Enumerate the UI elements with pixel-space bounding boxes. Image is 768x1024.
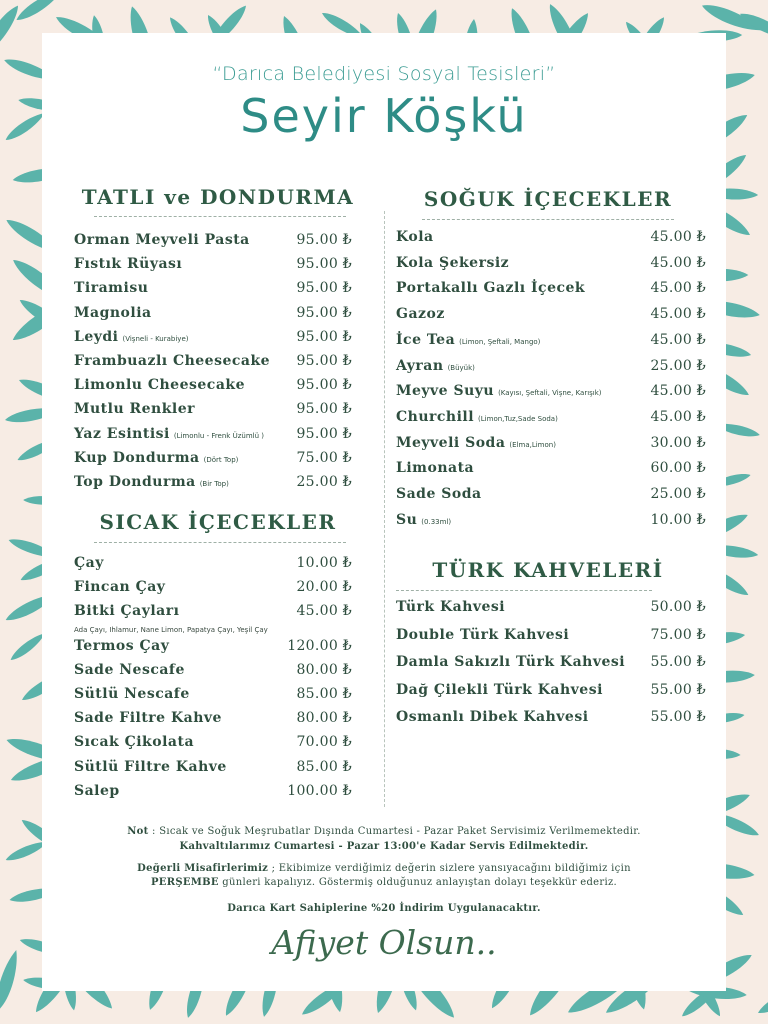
menu-item-price: 50.00 ₺	[650, 599, 706, 615]
leaf-icon	[755, 980, 768, 1018]
menu-item-note: (Limon,Tuz,Sade Soda)	[478, 414, 558, 423]
menu-item-name: Damla Sakızlı Türk Kahvesi	[396, 654, 626, 670]
menu-item-row	[74, 426, 352, 448]
menu-item-price: 10.00 ₺	[650, 511, 706, 528]
menu-item-name: Yaz Esintisi	[74, 425, 170, 442]
menu-item-name: Su	[396, 511, 418, 528]
menu-item-row	[396, 358, 706, 380]
column-divider	[384, 211, 385, 807]
menu-item-name: Sade Nescafe	[74, 661, 185, 678]
menu-item-label	[396, 332, 540, 348]
menu-item-row	[396, 435, 706, 457]
menu-item-row	[74, 734, 352, 756]
breakfast-note: Kahvaltılarımız Cumartesi - Pazar 13:00'e Kadar Servis Edilmektedir.	[179, 841, 589, 852]
menu-item-label	[74, 329, 188, 345]
menu-item-price: 55.00 ₺	[650, 654, 706, 670]
section-title-tatli: TATLI ve DONDURMA	[81, 185, 355, 209]
menu-item-price: 100.00 ₺	[287, 782, 352, 799]
menu-item-row	[396, 709, 706, 731]
menu-item-note: (Limonlu - Frenk Üzümlü )	[173, 431, 264, 440]
menu-item-row	[396, 306, 706, 328]
menu-item-note: (Büyük)	[447, 363, 475, 372]
menu-item-row	[74, 232, 352, 254]
note-label: Not	[127, 826, 149, 837]
menu-item-price: 85.00 ₺	[296, 686, 352, 702]
menu-item-price: 20.00 ₺	[296, 579, 352, 596]
leaf-icon	[0, 948, 22, 1012]
menu-item-name: Kola	[396, 229, 434, 245]
menu-item-price: 60.00 ₺	[650, 460, 706, 477]
menu-item-row	[74, 686, 352, 708]
menu-item-price: 45.00 ₺	[650, 229, 706, 245]
menu-item-price: 25.00 ₺	[650, 486, 706, 502]
menu-item-row	[74, 329, 352, 351]
menu-item-row	[396, 682, 706, 704]
menu-item-price: 30.00 ₺	[650, 434, 706, 451]
menu-item-row	[396, 229, 706, 251]
footer-note-2-line2	[42, 877, 726, 888]
menu-item-row	[74, 783, 352, 805]
menu-item-price: 75.00 ₺	[650, 626, 706, 643]
menu-item-note: (Dört Top)	[203, 455, 239, 464]
menu-item-price: 95.00 ₺	[296, 353, 352, 369]
menu-item-note: (0.33ml)	[421, 517, 452, 526]
menu-item-price: 25.00 ₺	[296, 474, 352, 490]
menu-item-price: 45.00 ₺	[650, 280, 706, 297]
menu-item-name: Churchill	[396, 408, 475, 425]
menu-item-row	[396, 599, 706, 621]
menu-item-note: (Elma,Limon)	[509, 440, 556, 449]
menu-item-price: 45.00 ₺	[650, 408, 706, 425]
menu-item-row	[396, 486, 706, 508]
menu-item-name: Ayran	[396, 357, 444, 374]
menu-item-row	[74, 256, 352, 278]
menu-item-label	[74, 426, 264, 442]
menu-item-label	[396, 435, 556, 451]
menu-item-price: 95.00 ₺	[296, 377, 352, 394]
menu-item-name: Fincan Çay	[74, 579, 166, 596]
menu-item-name: Bitki Çayları	[74, 603, 180, 620]
menu-item-name: Fıstık Rüyası	[74, 256, 183, 273]
menu-item-price: 45.00 ₺	[296, 603, 352, 620]
menu-item-label	[396, 383, 602, 399]
menu-item-label	[396, 512, 451, 528]
menu-item-row	[74, 353, 352, 375]
menu-item-row	[396, 512, 706, 534]
menu-item-row	[396, 460, 706, 482]
menu-item-row	[74, 662, 352, 684]
menu-item-name: Tiramisu	[74, 280, 149, 297]
menu-item-price: 45.00 ₺	[650, 383, 706, 400]
section-title-turk: TÜRK KAHVELERİ	[432, 558, 664, 582]
menu-item-name: Kola Şekersiz	[396, 254, 510, 271]
menu-item-name: Limonata	[396, 460, 475, 477]
menu-item-name: Sade Soda	[396, 486, 482, 502]
menu-item-price: 85.00 ₺	[296, 758, 352, 775]
menu-item-row	[74, 474, 352, 496]
menu-item-name: Limonlu Cheesecake	[74, 377, 245, 394]
menu-item-price: 75.00 ₺	[296, 449, 352, 466]
menu-item-name: Double Türk Kahvesi	[396, 626, 570, 643]
afiyet-olsun: Afiyet Olsun..	[271, 923, 497, 962]
menu-item-note: (Bir Top)	[199, 480, 229, 488]
menu-item-label	[396, 358, 475, 374]
menu-item-row	[396, 255, 706, 277]
menu-card	[42, 33, 726, 991]
menu-item-row	[74, 710, 352, 732]
menu-item-name: Portakallı Gazlı İçecek	[396, 280, 586, 297]
discount-note: Darıca Kart Sahiplerine %20 İndirim Uygulanacaktır.	[227, 903, 541, 914]
menu-item-row	[74, 603, 352, 625]
menu-item-price: 25.00 ₺	[650, 357, 706, 374]
menu-item-price: 45.00 ₺	[650, 254, 706, 271]
menu-item-row	[74, 305, 352, 327]
menu-item-name: Top Dondurma	[74, 474, 196, 490]
menu-item-name: Dağ Çilekli Türk Kahvesi	[396, 681, 603, 698]
menu-item-price: 120.00 ₺	[287, 637, 352, 654]
menu-item-name: Çay	[74, 555, 104, 571]
menu-item-note: (Vişneli - Kurabiye)	[122, 334, 189, 343]
closed-day: PERŞEMBE	[150, 877, 219, 888]
menu-item-price: 10.00 ₺	[296, 555, 352, 571]
menu-item-price: 45.00 ₺	[650, 331, 706, 348]
subtitle: “Darıca Belediyesi Sosyal Tesisleri”	[212, 63, 556, 85]
menu-item-name: İce Tea	[396, 331, 456, 348]
footer-note-1-line2	[42, 841, 726, 852]
note2-label: Değerli Misafirlerimiz	[137, 863, 269, 874]
leaf-icon	[3, 109, 48, 144]
menu-item-name: Termos Çay	[74, 637, 170, 654]
menu-item-row	[74, 450, 352, 472]
menu-item-price: 95.00 ₺	[296, 304, 352, 321]
menu-item-name: Orman Meyveli Pasta	[74, 232, 250, 248]
menu-item-name: Sade Filtre Kahve	[74, 710, 222, 727]
menu-item-name: Salep	[74, 782, 120, 799]
menu-item-price: 95.00 ₺	[296, 401, 352, 418]
menu-item-name: Meyve Suyu	[396, 383, 495, 400]
leaf-icon	[14, 0, 65, 25]
divider	[94, 542, 346, 543]
menu-item-row	[74, 555, 352, 577]
menu-item-name: Mutlu Renkler	[74, 401, 196, 418]
note-text: : Sıcak ve Soğuk Meşrubatlar Dışında Cumartesi - Pazar Paket Servisimiz Verilmemektedir.	[148, 826, 641, 837]
menu-item-row	[396, 332, 706, 354]
menu-item-name: Meyveli Soda	[396, 434, 506, 451]
bitki-caylari-note: Ada Çayı, Ihlamur, Nane Limon, Papatya Çayı, Yeşil Çay	[74, 626, 268, 634]
menu-item-row	[74, 759, 352, 781]
menu-item-row	[74, 280, 352, 302]
note2-text: ; Ekibimize verdiğimiz değerin sizlere yansıyacağını bildiğimiz için	[268, 863, 631, 874]
menu-item-price: 80.00 ₺	[296, 710, 352, 727]
menu-item-row	[396, 654, 706, 676]
menu-item-name: Frambuazlı Cheesecake	[74, 353, 271, 369]
menu-item-price: 55.00 ₺	[650, 709, 706, 725]
menu-item-note: (Limon, Şeftali, Mango)	[459, 337, 541, 346]
leaf-icon	[0, 2, 23, 63]
menu-item-name: Osmanlı Dibek Kahvesi	[396, 709, 589, 725]
menu-item-row	[74, 377, 352, 399]
menu-item-price: 95.00 ₺	[296, 280, 352, 297]
menu-item-name: Sütlü Nescafe	[74, 686, 190, 702]
menu-item-name: Sıcak Çikolata	[74, 734, 195, 751]
menu-item-price: 95.00 ₺	[296, 232, 352, 248]
footer-note-2	[42, 863, 726, 874]
menu-item-row	[74, 401, 352, 423]
section-title-sicak: SICAK İÇECEKLER	[99, 510, 337, 534]
menu-item-label	[74, 474, 229, 490]
divider	[396, 590, 652, 591]
menu-item-note: (Kayısı, Şeftali, Vişne, Karışık)	[498, 389, 602, 398]
menu-item-row	[396, 383, 706, 405]
divider	[94, 216, 346, 217]
section-title-soguk: SOĞUK İÇECEKLER	[423, 187, 673, 211]
menu-item-name: Türk Kahvesi	[396, 599, 506, 615]
menu-item-row	[396, 409, 706, 431]
menu-item-name: Kup Dondurma	[74, 449, 200, 466]
menu-item-price: 55.00 ₺	[650, 681, 706, 698]
menu-item-label	[396, 409, 558, 425]
menu-item-price: 45.00 ₺	[650, 306, 706, 323]
divider	[422, 219, 674, 220]
menu-item-price: 95.00 ₺	[296, 425, 352, 442]
menu-item-price: 70.00 ₺	[296, 734, 352, 751]
menu-item-price: 95.00 ₺	[296, 256, 352, 273]
menu-item-label	[74, 450, 238, 466]
menu-item-name: Leydi	[74, 328, 119, 345]
menu-item-name: Magnolia	[74, 304, 152, 321]
menu-item-name: Gazoz	[396, 306, 445, 323]
note2-rest: günleri kapalıyız. Göstermiş olduğunuz anlayıştan dolayı teşekkür ederiz.	[218, 877, 618, 888]
menu-item-row	[74, 638, 352, 660]
menu-item-name: Sütlü Filtre Kahve	[74, 758, 227, 775]
menu-item-row	[396, 627, 706, 649]
page-title: Seyir Köşkü	[240, 89, 528, 143]
footer-note-1	[42, 826, 726, 837]
menu-item-price: 95.00 ₺	[296, 328, 352, 345]
menu-item-row	[396, 280, 706, 302]
menu-item-price: 80.00 ₺	[296, 661, 352, 678]
menu-item-row	[74, 579, 352, 601]
